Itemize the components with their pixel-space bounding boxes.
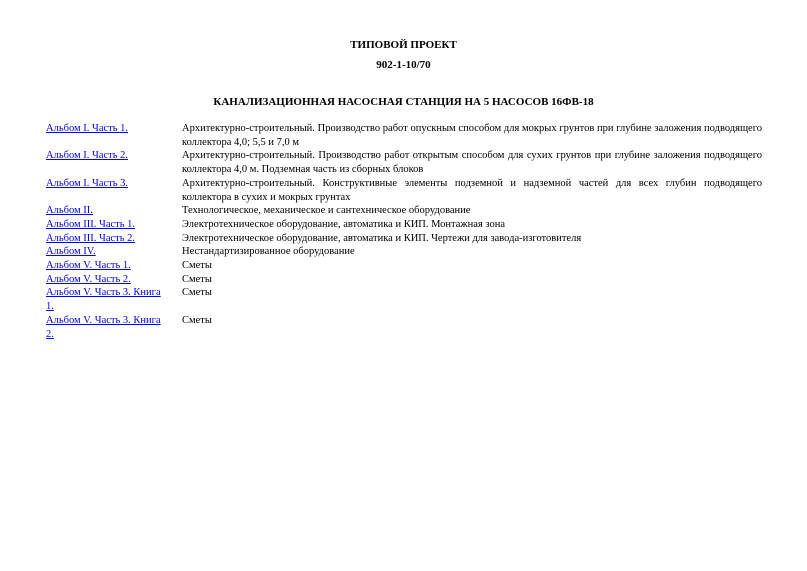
album-link[interactable]: Альбом I. Часть 3.: [46, 177, 129, 189]
album-list: [46, 122, 762, 341]
album-row: [46, 273, 762, 287]
album-row: [46, 259, 762, 273]
album-row: [46, 245, 762, 259]
album-description: Архитектурно-строительный. Производство работ открытым способом для сухих грунтов при глубине заложения подводящего коллектора 4,0 м. Подземная часть из сборных блоков: [182, 150, 762, 176]
album-link[interactable]: Альбом II.: [46, 205, 93, 217]
album-link[interactable]: Альбом III. Часть 2.: [46, 232, 136, 244]
album-description: Архитектурно-строительный. Производство работ опускным способом для мокрых грунтов при глубине заложения подводящего коллектора 4,0; 5,5 и 7,0 м: [182, 123, 762, 148]
album-description: Электротехническое оборудование, автоматика и КИП. Монтажная зона: [182, 218, 506, 230]
album-description: Сметы: [182, 273, 212, 285]
album-row: [46, 286, 762, 313]
album-link[interactable]: Альбом V. Часть 3. Книга 1.: [46, 287, 161, 313]
album-description: Технологическое, механическое и сантехническое оборудование: [182, 205, 471, 217]
album-row: [46, 149, 762, 176]
document-subtitle: КАНАЛИЗАЦИОННАЯ НАСОСНАЯ СТАНЦИЯ НА 5 НАСОСОВ 16ФВ-18: [213, 96, 594, 108]
album-link[interactable]: Альбом V. Часть 3. Книга 2.: [46, 314, 161, 340]
album-row: [46, 232, 762, 246]
album-link[interactable]: Альбом IV.: [46, 246, 96, 258]
album-link[interactable]: Альбом III. Часть 1.: [46, 218, 136, 230]
album-row: [46, 218, 762, 232]
album-description: Сметы: [182, 260, 212, 272]
page-title: ТИПОВОЙ ПРОЕКТ: [350, 39, 457, 51]
album-link[interactable]: Альбом V. Часть 1.: [46, 260, 131, 272]
album-description: Сметы: [182, 287, 212, 299]
album-description: Архитектурно-строительный. Конструктивные элементы подземной и надземной частей для всех глубин подводящего коллектора в сухих и мокрых грунтах: [182, 177, 762, 203]
album-row: [46, 122, 762, 149]
album-row: [46, 314, 762, 341]
document-number: 902-1-10/70: [376, 59, 431, 71]
album-link[interactable]: Альбом V. Часть 2.: [46, 273, 131, 285]
album-description: Сметы: [182, 314, 212, 326]
album-description: Электротехническое оборудование, автоматика и КИП. Чертежи для завода-изготовителя: [182, 232, 582, 244]
album-description: Нестандартизированное оборудование: [182, 246, 355, 258]
album-link[interactable]: Альбом I. Часть 1.: [46, 123, 129, 134]
album-row: [46, 177, 762, 204]
album-row: [46, 204, 762, 218]
album-link[interactable]: Альбом I. Часть 2.: [46, 150, 129, 162]
